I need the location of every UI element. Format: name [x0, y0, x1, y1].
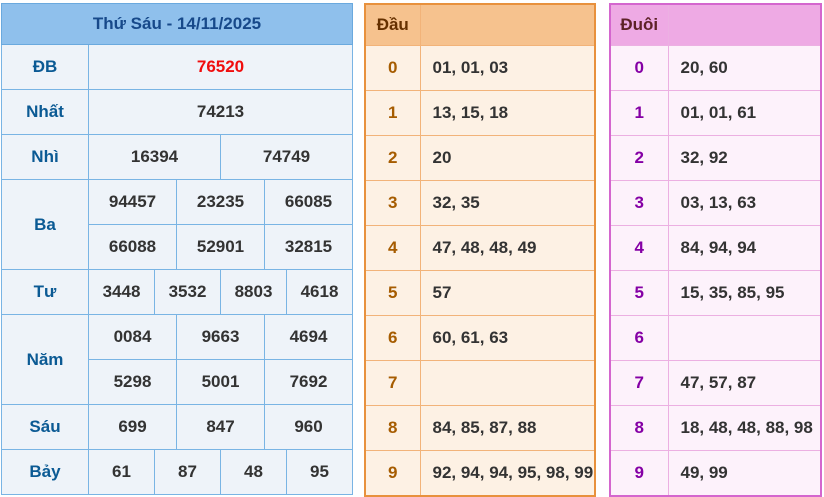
prize-row-nhat: [2, 90, 353, 135]
prize-label-nam: Năm: [2, 315, 89, 405]
dau-header-spacer: [420, 4, 595, 46]
prize-value: 48: [221, 450, 287, 495]
prize-label-nhi: Nhì: [2, 135, 89, 180]
dau-header-label: Đầu: [365, 4, 420, 46]
dau-digit: 9: [365, 451, 420, 497]
prize-row-sau: [2, 405, 353, 450]
duoi-header-label: Đuôi: [610, 4, 668, 46]
dau-values: [420, 361, 595, 406]
dau-values: 32, 35: [420, 181, 595, 226]
dau-row: [365, 271, 595, 316]
duoi-header-spacer: [668, 4, 821, 46]
duoi-values: 01, 01, 61: [668, 91, 821, 136]
duoi-values: 47, 57, 87: [668, 361, 821, 406]
prize-value: 23235: [177, 180, 265, 225]
dau-row: [365, 91, 595, 136]
prize-row-ba-1: [2, 180, 353, 225]
prize-value: 61: [89, 450, 155, 495]
duoi-values: 49, 99: [668, 451, 821, 497]
duoi-values: 15, 35, 85, 95: [668, 271, 821, 316]
duoi-row: [610, 91, 821, 136]
dau-row: [365, 181, 595, 226]
duoi-row: [610, 181, 821, 226]
duoi-values: 20, 60: [668, 46, 821, 91]
prize-value: 95: [287, 450, 353, 495]
prize-value: 960: [265, 405, 353, 450]
prize-value: 87: [155, 450, 221, 495]
dau-digit: 0: [365, 46, 420, 91]
prize-row-bay: [2, 450, 353, 495]
dau-digit: 5: [365, 271, 420, 316]
prize-value: 5001: [177, 360, 265, 405]
prize-value: 847: [177, 405, 265, 450]
dau-row: [365, 46, 595, 91]
prize-value: 32815: [265, 225, 353, 270]
duoi-values: 32, 92: [668, 136, 821, 181]
prize-value: 699: [89, 405, 177, 450]
results-table: [1, 3, 353, 495]
duoi-values: 18, 48, 48, 88, 98: [668, 406, 821, 451]
duoi-digit: 6: [610, 316, 668, 361]
dau-digit: 1: [365, 91, 420, 136]
prize-row-db: [2, 45, 353, 90]
prize-value: 8803: [221, 270, 287, 315]
dau-row: [365, 361, 595, 406]
prize-value: 16394: [89, 135, 221, 180]
duoi-values: 84, 94, 94: [668, 226, 821, 271]
prize-label-nhat: Nhất: [2, 90, 89, 135]
prize-value: 74213: [89, 90, 353, 135]
prize-value: 3448: [89, 270, 155, 315]
prize-value: 74749: [221, 135, 353, 180]
dau-digit: 3: [365, 181, 420, 226]
duoi-table: [609, 3, 822, 497]
dau-header-row: [365, 4, 595, 46]
prize-value: 52901: [177, 225, 265, 270]
prize-value: 66085: [265, 180, 353, 225]
duoi-values: 03, 13, 63: [668, 181, 821, 226]
prize-value-special: 76520: [89, 45, 353, 90]
duoi-row: [610, 226, 821, 271]
duoi-row: [610, 451, 821, 497]
dau-values: 57: [420, 271, 595, 316]
dau-values: 01, 01, 03: [420, 46, 595, 91]
duoi-digit: 3: [610, 181, 668, 226]
draw-date-title: Thứ Sáu - 14/11/2025: [2, 4, 353, 45]
dau-values: 47, 48, 48, 49: [420, 226, 595, 271]
prize-row-nam-1: [2, 315, 353, 360]
duoi-row: [610, 361, 821, 406]
prize-label-sau: Sáu: [2, 405, 89, 450]
prize-label-ba: Ba: [2, 180, 89, 270]
prize-value: 4694: [265, 315, 353, 360]
dau-values: 20: [420, 136, 595, 181]
dau-digit: 4: [365, 226, 420, 271]
prize-label-tu: Tư: [2, 270, 89, 315]
prize-value: 94457: [89, 180, 177, 225]
dau-digit: 8: [365, 406, 420, 451]
prize-value: 4618: [287, 270, 353, 315]
prize-row-tu: [2, 270, 353, 315]
prize-value: 5298: [89, 360, 177, 405]
dau-table: [364, 3, 596, 497]
dau-values: 13, 15, 18: [420, 91, 595, 136]
results-header-row: [2, 4, 353, 45]
dau-values: 60, 61, 63: [420, 316, 595, 361]
prize-value: 66088: [89, 225, 177, 270]
duoi-digit: 8: [610, 406, 668, 451]
duoi-digit: 5: [610, 271, 668, 316]
duoi-row: [610, 46, 821, 91]
duoi-row: [610, 316, 821, 361]
duoi-values: [668, 316, 821, 361]
prize-value: 0084: [89, 315, 177, 360]
dau-values: 84, 85, 87, 88: [420, 406, 595, 451]
dau-digit: 2: [365, 136, 420, 181]
dau-row: [365, 451, 595, 497]
dau-digit: 6: [365, 316, 420, 361]
prize-row-nhi: [2, 135, 353, 180]
dau-row: [365, 406, 595, 451]
prize-value: 3532: [155, 270, 221, 315]
duoi-row: [610, 136, 821, 181]
duoi-row: [610, 271, 821, 316]
dau-row: [365, 136, 595, 181]
dau-row: [365, 316, 595, 361]
dau-values: 92, 94, 94, 95, 98, 99: [420, 451, 595, 497]
duoi-digit: 0: [610, 46, 668, 91]
prize-label-bay: Bảy: [2, 450, 89, 495]
duoi-row: [610, 406, 821, 451]
dau-row: [365, 226, 595, 271]
dau-digit: 7: [365, 361, 420, 406]
duoi-digit: 9: [610, 451, 668, 497]
duoi-digit: 1: [610, 91, 668, 136]
duoi-header-row: [610, 4, 821, 46]
prize-value: 7692: [265, 360, 353, 405]
prize-label-db: ĐB: [2, 45, 89, 90]
duoi-digit: 2: [610, 136, 668, 181]
duoi-digit: 4: [610, 226, 668, 271]
prize-value: 9663: [177, 315, 265, 360]
duoi-digit: 7: [610, 361, 668, 406]
